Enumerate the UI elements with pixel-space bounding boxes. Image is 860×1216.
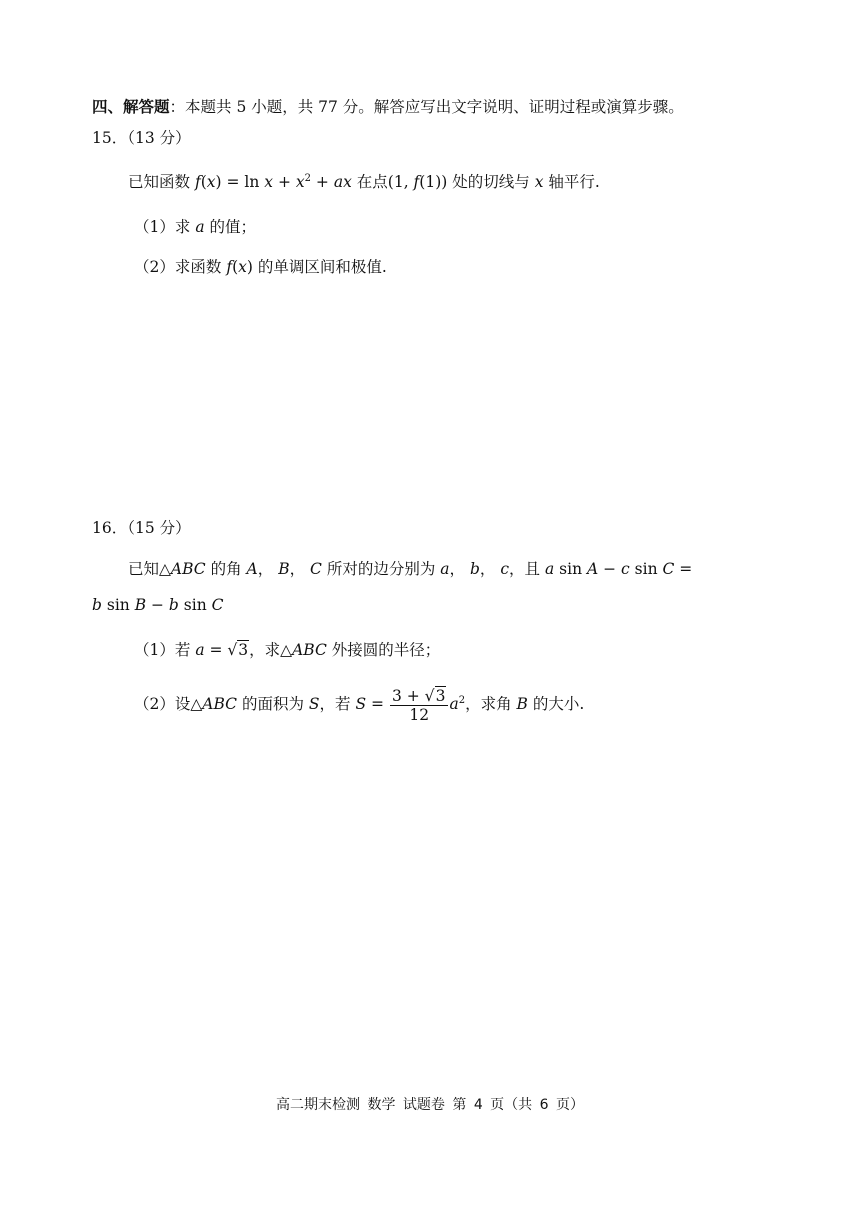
q16-part2-suffix: ，求角: [465, 695, 512, 713]
q16-part1-suffix: 外接圆的半径；: [331, 641, 441, 659]
q15-part2-func: f(x): [226, 258, 253, 276]
q15-point: (1, f(1)): [387, 173, 448, 191]
q16-part1-triangle: ABC: [292, 641, 327, 659]
q16-part2-angle: B: [516, 695, 528, 713]
q15-x-axis: x: [534, 173, 544, 191]
q15-part1-prefix: （1）求: [134, 218, 191, 236]
q15-part2-prefix: （2）求函数: [134, 258, 222, 276]
q16-number: 16．（15 分）: [92, 519, 191, 537]
q15-stem: [128, 171, 600, 193]
q16-stem-sides: 所对的边分别为: [326, 560, 436, 578]
q16-part1-mid: ，求△: [249, 641, 293, 659]
q16-stem: 已知△ABC 的角 A， B， C 所对的边分别为 a， b， c，且 a sin A − c sin C =: [128, 560, 693, 578]
q16-part2-prefix: （2）设△: [134, 695, 203, 713]
q16-part2-end: 的大小.: [532, 695, 585, 713]
section-heading: 四、解答题: [92, 97, 170, 116]
q15-stem-end: 轴平行.: [548, 173, 600, 191]
q16-part1-prefix: （1）若: [134, 641, 191, 659]
q15-part2-suffix: 的单调区间和极值.: [257, 258, 387, 276]
section-instruction: ：本题共 5 小题，共 77 分。解答应写出文字说明、证明过程或演算步骤。: [169, 98, 684, 116]
q16-triangle-name: ABC: [170, 560, 206, 578]
q16-equation-part1: a sin A − c sin C =: [545, 560, 693, 578]
q15-part2: [134, 256, 387, 278]
section-header: [92, 96, 684, 118]
q16-angles-list: A: [246, 560, 258, 578]
q15-part1-var: a: [195, 218, 205, 236]
q16-stem-angles: 的角: [210, 560, 242, 578]
q16-part2-formula: S = $\frac{3 + √3}{12}$ $a^2$: [355, 686, 466, 724]
q15-number: 15．（13 分）: [92, 129, 191, 147]
q15-part1: [134, 216, 256, 238]
q16-part2-if: ，若: [319, 695, 351, 713]
q16-equation-part2: b sin B − b sin C: [92, 596, 224, 614]
q16-part1-condition: a = √3: [195, 641, 249, 659]
q16-stem-prefix: 已知△: [128, 560, 171, 578]
q16-part2-triangle: ABC: [202, 695, 238, 713]
page-footer: 高二期末检测 数学 试题卷 第 4 页（共 6 页）: [276, 1097, 584, 1113]
q15-stem-prefix: 已知函数: [128, 173, 191, 191]
q16-part2-mid: 的面积为: [241, 695, 304, 713]
q15-stem-suffix: 处的切线与: [452, 173, 530, 191]
q16-part2: [134, 684, 584, 724]
q15-stem-mid: 在点: [356, 173, 388, 191]
q16-sides-list: a: [440, 560, 450, 578]
q16-part1: [134, 639, 440, 661]
q16-part2-area-var: S: [308, 695, 320, 713]
q16-stem-and: ，且: [509, 560, 541, 578]
q15-part1-suffix: 的值；: [209, 218, 257, 236]
q15-function-formula: $f(x) = \ln x + x^2$ + ax: [194, 173, 352, 191]
